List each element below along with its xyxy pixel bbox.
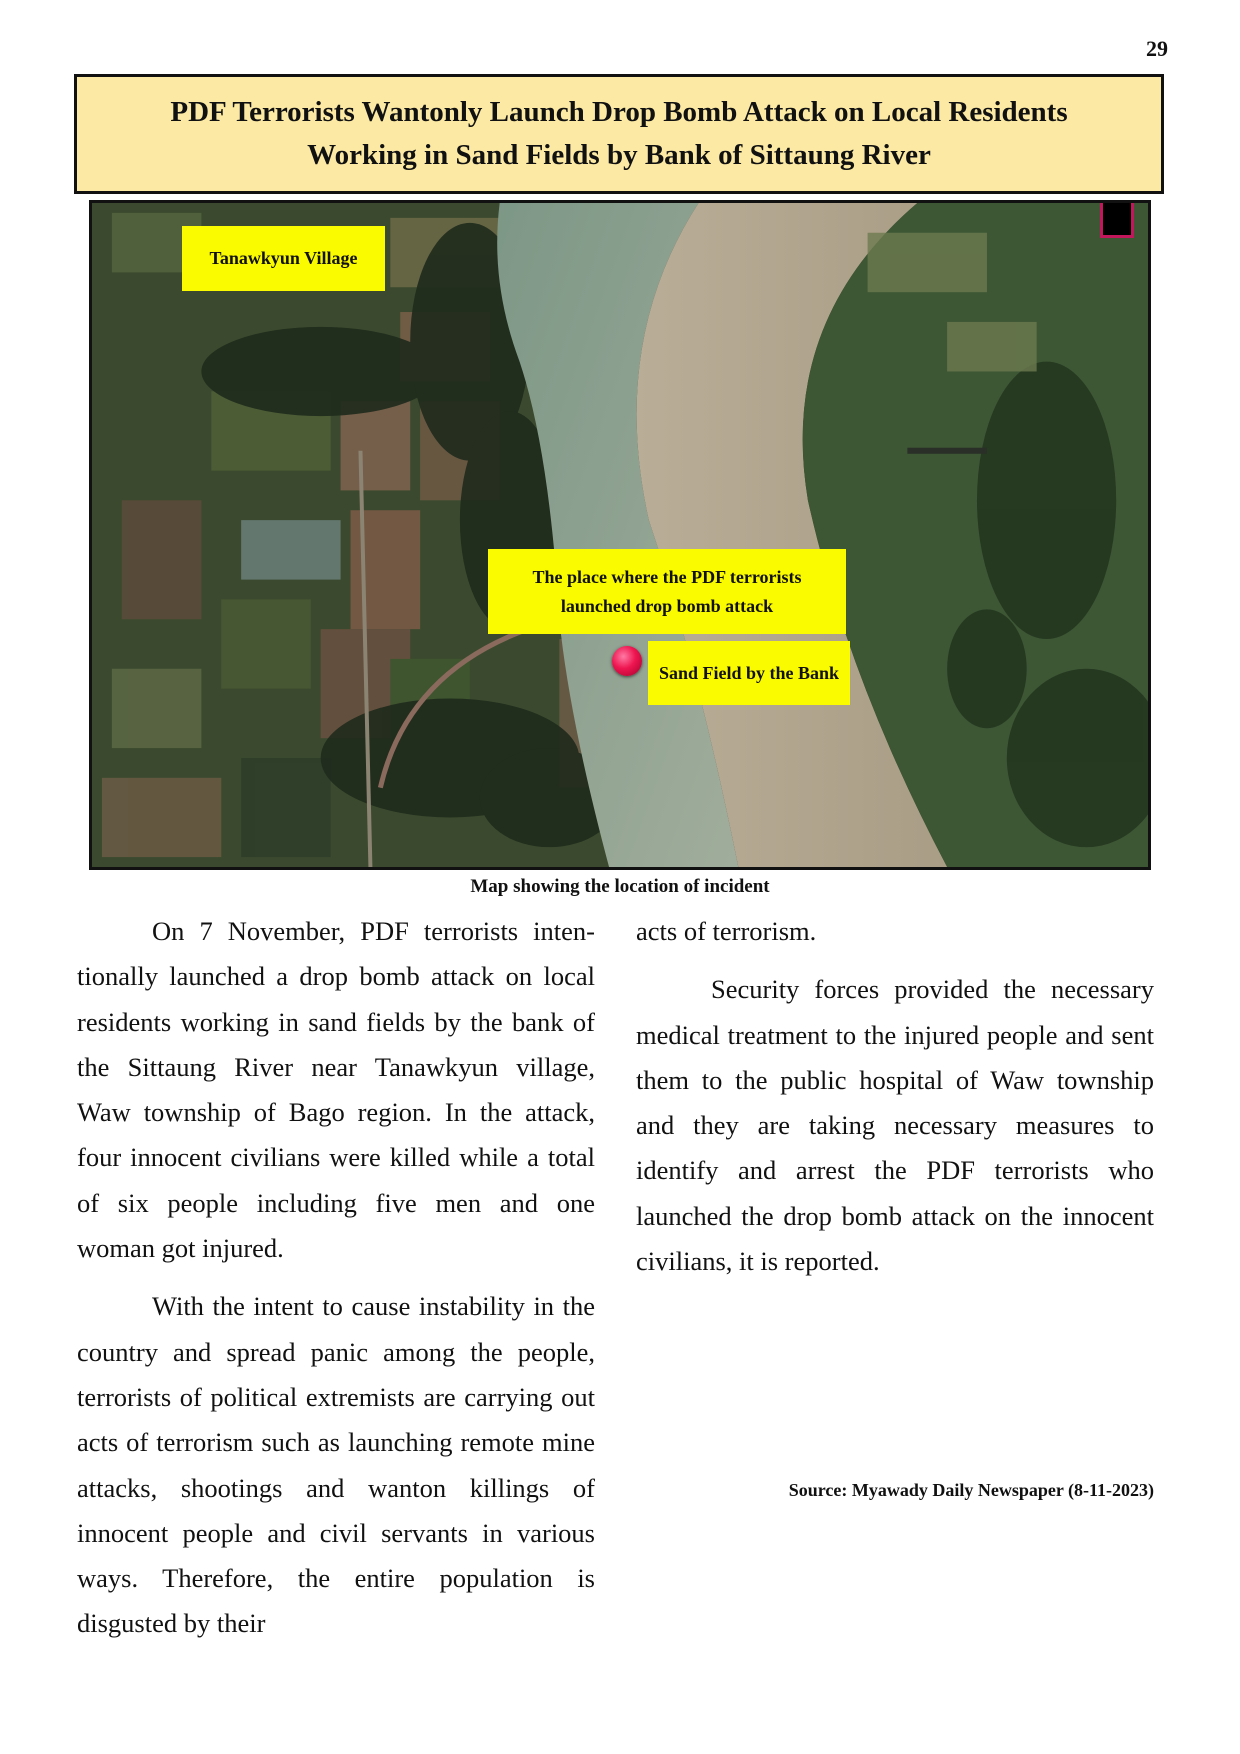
- incident-map: [89, 200, 1151, 870]
- title-line-2: Working in Sand Fields by Bank of Sittaung River: [307, 139, 931, 171]
- article-column-right: [636, 909, 1154, 1284]
- map-corner-marker: [1100, 200, 1134, 238]
- article-title: [74, 74, 1164, 194]
- sand-field-label: Sand Field by the Bank: [648, 641, 850, 705]
- article-column-left: [77, 909, 595, 1647]
- paragraph: On 7 November, PDF terrorists intentionally launched a drop bomb attack on local residents working in sand fields by the bank of the Sittaung River near Tanawkyun village, Waw township of Bago region. In the attack, four innocent civilians were killed while a total of six people including five men and one woman got injured.: [77, 916, 595, 1264]
- title-line-1: PDF Terrorists Wantonly Launch Drop Bomb Attack on Local Residents: [170, 96, 1068, 128]
- source-credit: Source: Myawady Daily Newspaper (8-11-2023): [788, 1480, 1154, 1500]
- attack-site-label-line-2: launched drop bomb attack: [560, 595, 774, 616]
- page-number: 29: [1146, 36, 1168, 61]
- map-caption: Map showing the location of incident: [470, 876, 770, 897]
- paragraph: acts of terrorism.: [636, 916, 817, 946]
- village-label: Tanawkyun Village: [182, 226, 385, 291]
- location-pin-icon: [612, 646, 642, 676]
- paragraph: Security forces provided the necessary medical treatment to the injured people and sent them to the public hospital of Waw township and they are taking necessary measures to identify and arrest the PDF terrorists who launched the drop bomb attack on the innocent civilians, it is reported.: [636, 974, 1154, 1277]
- satellite-imagery: [92, 203, 1148, 867]
- attack-site-label: [488, 549, 846, 634]
- paragraph: With the intent to cause instability in the country and spread panic among the people, terrorists of political extremists are carrying out acts of terrorism such as launching remote mine attacks, shootings and wanton killings of innocent people and civil servants in various ways. Therefore, the entire population is disgusted by their: [77, 1291, 595, 1639]
- attack-site-label-line-1: The place where the PDF terrorists: [532, 566, 802, 587]
